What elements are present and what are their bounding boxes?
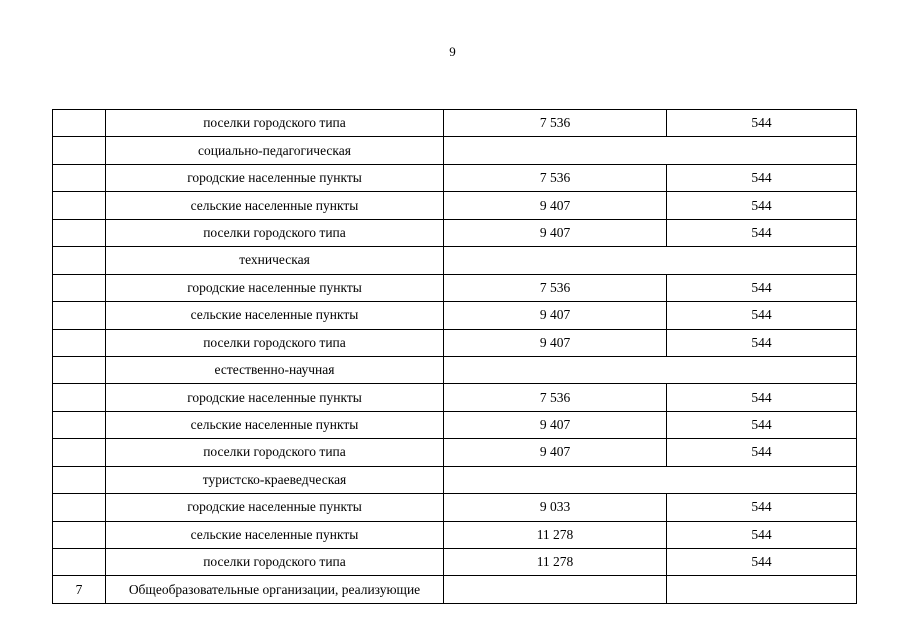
settlement-type-cell: городские населенные пункты	[106, 384, 444, 411]
category-label: техническая	[106, 247, 444, 274]
settlement-type-cell: поселки городского типа	[106, 110, 444, 137]
value-cell-1: 9 407	[444, 411, 667, 438]
table-row	[53, 384, 857, 411]
row-number-cell	[53, 274, 106, 301]
table-row	[53, 411, 857, 438]
row-number-cell	[53, 247, 106, 274]
category-empty-cell	[444, 466, 857, 493]
value-cell-1: 9 407	[444, 439, 667, 466]
category-label: естественно-научная	[106, 356, 444, 383]
settlement-type-cell: городские населенные пункты	[106, 494, 444, 521]
table-row	[53, 192, 857, 219]
category-label: туристско-краеведческая	[106, 466, 444, 493]
value-cell-1: 7 536	[444, 384, 667, 411]
value-cell-1: 11 278	[444, 521, 667, 548]
cost-table	[52, 109, 857, 604]
row-number-cell	[53, 302, 106, 329]
value-cell-1: 9 407	[444, 219, 667, 246]
settlement-type-cell: поселки городского типа	[106, 219, 444, 246]
row-number-cell	[53, 164, 106, 191]
row-number-cell	[53, 466, 106, 493]
value-cell-2: 544	[667, 439, 857, 466]
table-row	[53, 329, 857, 356]
row-number-cell	[53, 494, 106, 521]
table-row	[53, 439, 857, 466]
value-cell-2: 544	[667, 164, 857, 191]
category-empty-cell	[444, 137, 857, 164]
value-cell-1: 9 407	[444, 329, 667, 356]
settlement-type-cell: поселки городского типа	[106, 439, 444, 466]
row-number-cell	[53, 521, 106, 548]
settlement-type-cell: сельские населенные пункты	[106, 192, 444, 219]
settlement-type-cell: городские населенные пункты	[106, 164, 444, 191]
value-cell-2: 544	[667, 411, 857, 438]
category-row	[53, 137, 857, 164]
row-number-cell	[53, 356, 106, 383]
table-row	[53, 164, 857, 191]
table-row	[53, 302, 857, 329]
section-row	[53, 576, 857, 603]
value-cell-2: 544	[667, 302, 857, 329]
row-number-cell	[53, 219, 106, 246]
value-cell-2: 544	[667, 274, 857, 301]
row-number-cell	[53, 411, 106, 438]
value-cell-2	[667, 576, 857, 603]
row-number-cell	[53, 549, 106, 576]
value-cell-1: 9 407	[444, 302, 667, 329]
settlement-type-cell: поселки городского типа	[106, 329, 444, 356]
value-cell-1: 9 033	[444, 494, 667, 521]
row-number-cell	[53, 110, 106, 137]
row-number-cell: 7	[53, 576, 106, 603]
row-number-cell	[53, 384, 106, 411]
category-empty-cell	[444, 247, 857, 274]
value-cell-1: 7 536	[444, 164, 667, 191]
settlement-type-cell: сельские населенные пункты	[106, 302, 444, 329]
value-cell-1: 7 536	[444, 110, 667, 137]
table-row	[53, 494, 857, 521]
row-number-cell	[53, 439, 106, 466]
table-row	[53, 521, 857, 548]
category-row	[53, 247, 857, 274]
table-row	[53, 549, 857, 576]
value-cell-2: 544	[667, 494, 857, 521]
value-cell-2: 544	[667, 549, 857, 576]
category-row	[53, 356, 857, 383]
category-row	[53, 466, 857, 493]
value-cell-2: 544	[667, 110, 857, 137]
settlement-type-cell: поселки городского типа	[106, 549, 444, 576]
category-label: социально-педагогическая	[106, 137, 444, 164]
value-cell-1: 9 407	[444, 192, 667, 219]
table-row	[53, 219, 857, 246]
table-row	[53, 110, 857, 137]
row-number-cell	[53, 329, 106, 356]
settlement-type-cell: городские населенные пункты	[106, 274, 444, 301]
value-cell-1: 11 278	[444, 549, 667, 576]
value-cell-2: 544	[667, 384, 857, 411]
row-number-cell	[53, 192, 106, 219]
row-number-cell	[53, 137, 106, 164]
settlement-type-cell: сельские населенные пункты	[106, 521, 444, 548]
table-row	[53, 274, 857, 301]
value-cell-1: 7 536	[444, 274, 667, 301]
value-cell-1	[444, 576, 667, 603]
settlement-type-cell: Общеобразовательные организации, реализующие	[106, 576, 444, 603]
table-body	[53, 110, 857, 604]
value-cell-2: 544	[667, 521, 857, 548]
value-cell-2: 544	[667, 219, 857, 246]
page-number: 9	[449, 44, 456, 59]
value-cell-2: 544	[667, 329, 857, 356]
value-cell-2: 544	[667, 192, 857, 219]
settlement-type-cell: сельские населенные пункты	[106, 411, 444, 438]
category-empty-cell	[444, 356, 857, 383]
